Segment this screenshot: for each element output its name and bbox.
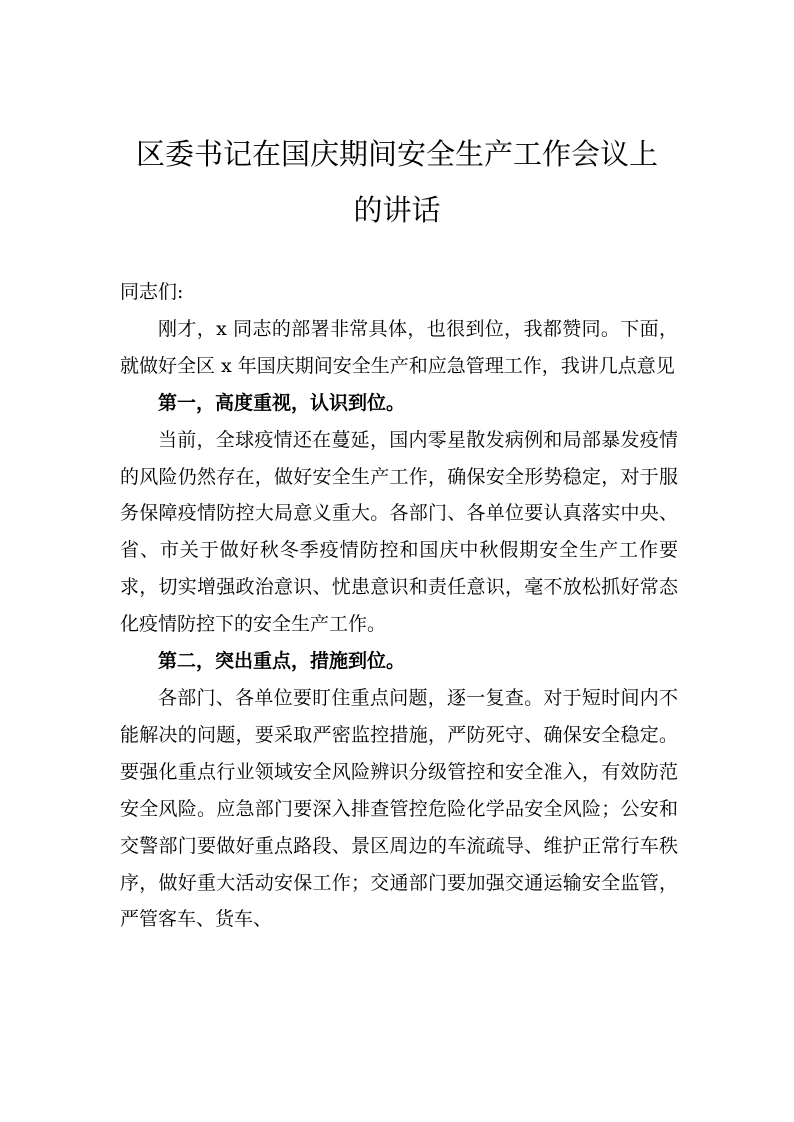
title-line-1: 区委书记在国庆期间安全生产工作会议上 [135, 137, 658, 171]
section-2-paragraph: 各部门、各单位要盯住重点问题，逐一复查。对于短时间内不能解决的问题，要采取严密监控措施，严防死守、确保安全稳定。要强化重点行业领域安全风险辨识分级管控和安全准入，有效防范安全风险。应急部门要深入排查管控危险化学品安全风险；公安和交警部门要做好重点路段、景区周边的车流疏导、维护正常行车秩序，做好重大活动安保工作；交通部门要加强交通运输安全监管，严管客车、货车、 [120, 686, 678, 931]
document-title [0, 126, 794, 238]
section-1-paragraph: 当前，全球疫情还在蔓延，国内零星散发病例和局部暴发疫情的风险仍然存在，做好安全生产工作，确保安全形势稳定，对于服务保障疫情防控大局意义重大。各部门、各单位要认真落实中央、省、市关于做好秋冬季疫情防控和国庆中秋假期安全生产工作要求，切实增强政治意识、忧患意识和责任意识，毫不放松抓好常态化疫情防控下的安全生产工作。 [120, 428, 678, 636]
document-body [120, 274, 678, 938]
salutation: 同志们: [120, 281, 184, 303]
title-line-2: 的讲话 [353, 193, 441, 227]
section-1-heading: 第一，高度重视，认识到位。 [158, 391, 406, 414]
intro-paragraph: 刚才，x 同志的部署非常具体，也很到位，我都赞同。下面，就做好全区 x 年国庆期间安全生产和应急管理工作，我讲几点意见 [120, 317, 678, 377]
section-2-heading: 第二，突出重点，措施到位。 [158, 650, 406, 673]
